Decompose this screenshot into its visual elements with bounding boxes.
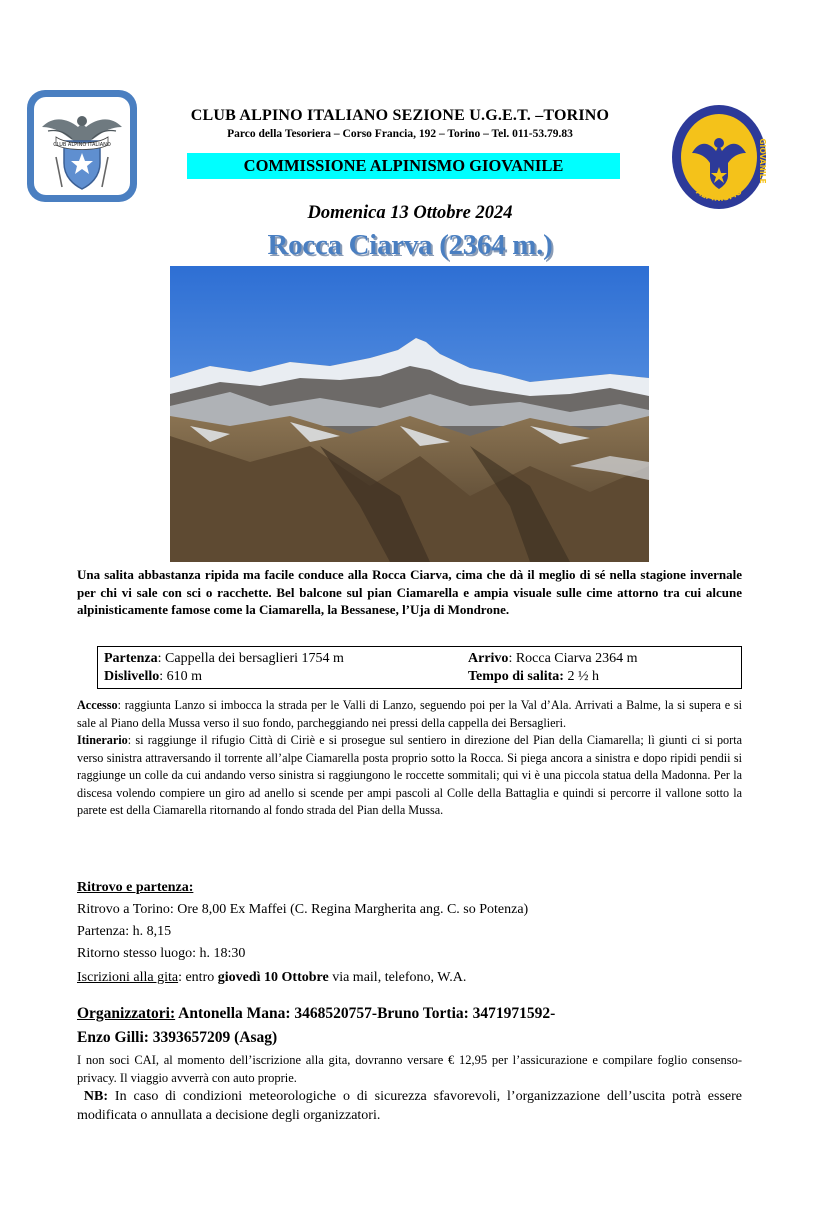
event-title: Rocca Ciarva (2364 m.) [267, 229, 553, 261]
arrivo-info [468, 651, 638, 667]
itinerario-label: Itinerario [77, 733, 128, 747]
ritrovo-heading: Ritrovo e partenza: [77, 880, 194, 895]
organizzatori-line-1: Antonella Mana: 3468520757-Bruno Tortia: 3471971592- [175, 1005, 556, 1022]
club-name: CLUB ALPINO ITALIANO SEZIONE U.G.E.T. –TORINO [190, 107, 610, 124]
alpinismo-giovanile-logo [670, 103, 768, 211]
iscrizioni-text-before: : entro [178, 970, 218, 985]
mountain-photo [170, 266, 649, 562]
accesso-paragraph [77, 697, 742, 732]
dislivello-value: : 610 m [159, 669, 203, 684]
cai-logo [27, 90, 137, 202]
logo-cai-text: C.A.I. [702, 117, 736, 130]
arrivo-label: Arrivo [468, 651, 509, 666]
logo-alpinismo-text: ALPINISMO [694, 186, 744, 203]
logo-giovanile-text: GIOVANILE [758, 138, 767, 184]
non-member-note: I non soci CAI, al momento dell’iscrizione alla gita, dovranno versare € 12,95 per l’assicurazione e compilare foglio consenso-privacy. Il viaggio avverrà con auto proprie. [77, 1053, 742, 1085]
club-address: Parco della Tesoriera – Corso Francia, 192 – Torino – Tel. 011-53.79.83 [227, 128, 573, 140]
dislivello-info [104, 669, 202, 685]
iscrizioni-deadline: giovedì 10 Ottobre [217, 970, 329, 985]
dislivello-label: Dislivello [104, 669, 160, 684]
arrivo-value: : Rocca Ciarva 2364 m [508, 651, 638, 666]
tempo-label: Tempo di salita: [468, 669, 564, 684]
tempo-value: 2 ½ h [563, 669, 599, 684]
itinerario-text: : si raggiunge il rifugio Città di Ciriè e si prosegue sul sentiero in direzione del Pian della Ciamarella; lì giunti ci si porta verso sinistra attraversando il torrente all’alpe Ciamarella posta proprio sotto la Rocca. Si piega ancora a sinistra e dopo ripidi pendii si raggiunge un colle da cui andando verso sinistra si raggiungono le roccette sommitali; qui vi è una piccola statua della Madonna. Per la discesa volendo compiere un giro ad anello si scende per ampi pascoli al Colle della Battaglia e quindi si percorre il vallone sotto la parete est della Ciamarella ritornando al fondo strada del Pian della Mussa. [77, 733, 742, 817]
route-details [77, 697, 742, 820]
nb-label: NB: [83, 1089, 109, 1104]
ritrovo-line-1: Ritrovo a Torino: Ore 8,00 Ex Maffei (C. Regina Margherita ang. C. so Potenza) [77, 902, 529, 917]
accesso-label: Accesso [77, 698, 118, 712]
accesso-text: : raggiunta Lanzo si imbocca la strada per le Valli di Lanzo, seguendo poi per la Val d’Ala. Arrivati a Balme, la si supera e si sale al Piano della Mussa verso il suo fondo, parcheggiando nei pressi della cappella dei Bersaglieri. [77, 698, 742, 730]
ritrovo-line-3: Ritorno stesso luogo: h. 18:30 [77, 946, 246, 961]
event-date: Domenica 13 Ottobre 2024 [307, 203, 513, 223]
intro-paragraph: Una salita abbastanza ripida ma facile conduce alla Rocca Ciarva, cima che dà il meglio di sé nella stagione invernale per chi vi sale con sci o racchette. Bel balcone sul pian Ciamarella e ampia visuale sulle cime attorno tra cui alcune alpinisticamente famose come la Ciamarella, la Bessanese, l’Uja di Mondrone. [77, 567, 742, 617]
partenza-label: Partenza [104, 651, 158, 666]
ritrovo-section [77, 877, 742, 965]
iscrizioni-label: Iscrizioni alla gita [77, 970, 179, 985]
route-info-box [97, 646, 742, 689]
commission-title: COMMISSIONE ALPINISMO GIOVANILE [187, 153, 620, 179]
organizzatori-section [77, 1002, 742, 1050]
iscrizioni-text-after: via mail, telefono, W.A. [328, 970, 467, 985]
partenza-info [104, 651, 344, 667]
eagle-shield-icon [34, 97, 130, 195]
tempo-info [468, 669, 599, 685]
itinerario-paragraph [77, 732, 742, 820]
nb-text: In caso di condizioni meteorologiche o di sicurezza sfavorevoli, l’organizzazione dell’uscita potrà essere modificata o annullata a decisione degli organizzatori. [77, 1089, 743, 1123]
iscrizioni-line [77, 970, 742, 986]
organizzatori-line-2: Enzo Gilli: 3393657209 (Asag) [77, 1029, 278, 1046]
organizzatori-label: Organizzatori: [77, 1005, 176, 1022]
nb-note [77, 1087, 742, 1125]
ritrovo-line-2: Partenza: h. 8,15 [77, 924, 172, 939]
partenza-value: : Cappella dei bersaglieri 1754 m [157, 651, 344, 666]
logo-banner-text: CLUB ALPINO ITALIANO [53, 142, 111, 148]
